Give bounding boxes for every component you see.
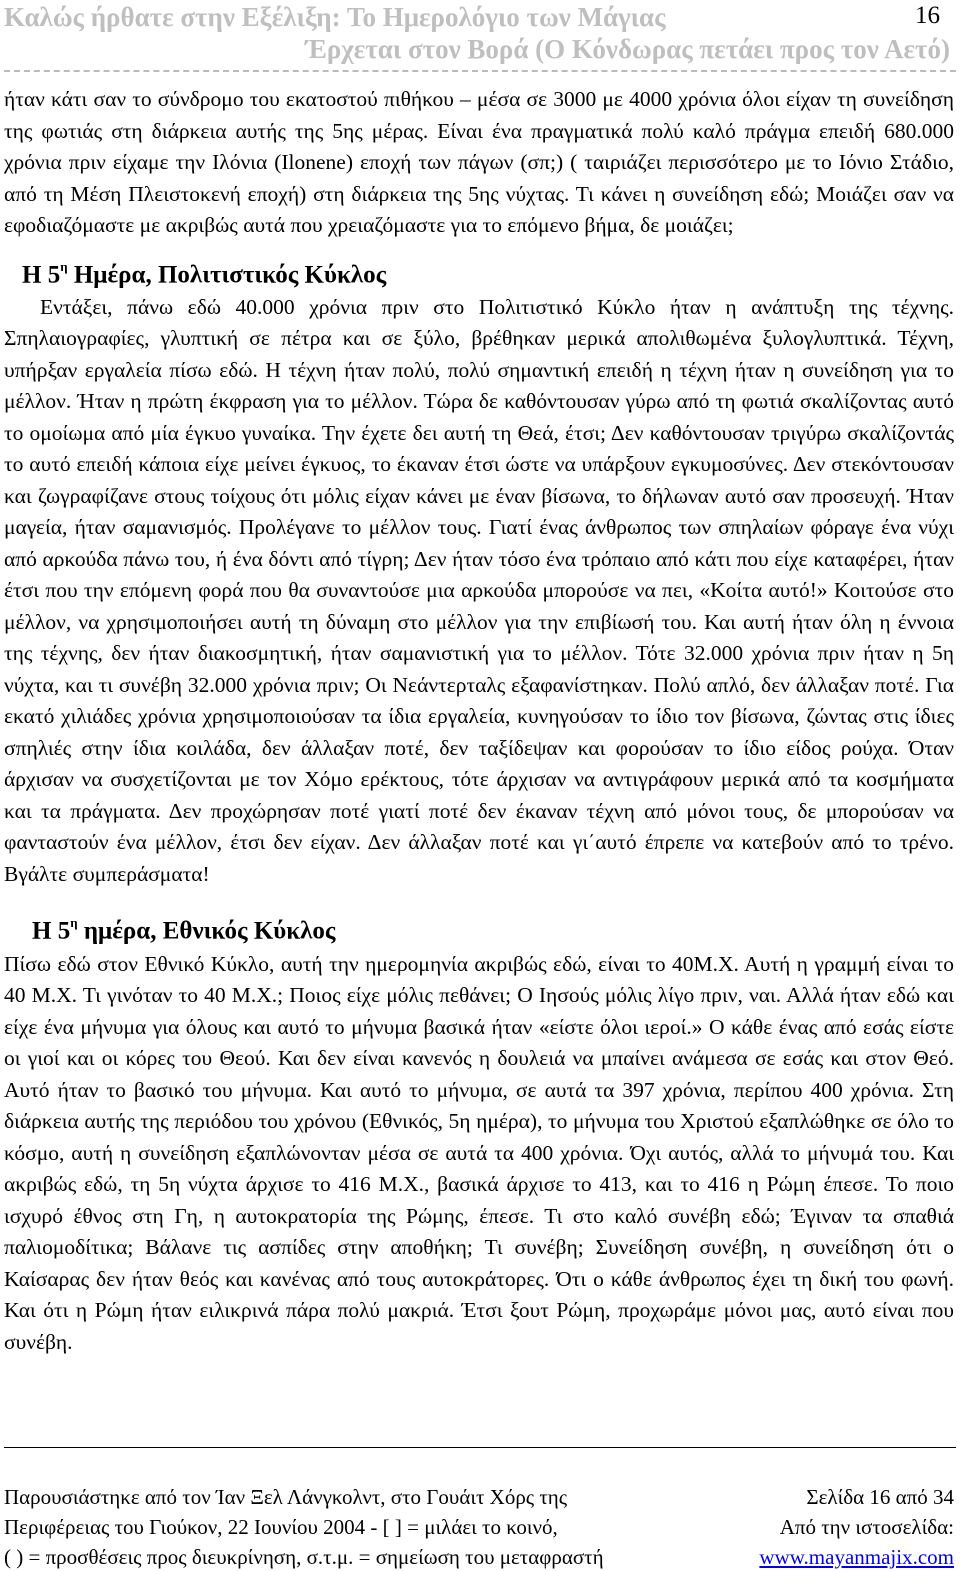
paragraph: Εντάξει, πάνω εδώ 40.000 χρόνια πριν στο Πολιτιστικό Κύκλο ήταν η ανάπτυξη της τέχνης. Σπηλαιογραφίες, γλυπτική σε πέτρα και σε ξύλο, βρέθηκαν μερικά απολιθωμένα ξυλογλυπτικά. Τέχνη, υπήρξαν εργαλεία πίσω εδώ. Η τέχνη ήταν πολύ, πολύ σημαντική επειδή η τέχνη ήταν η συνείδηση για το μέλλον. Ήταν η πρώτη έκφραση για το μέλλον. Τώρα δε καθόντουσαν γύρω από τη φωτιά σκαλίζοντας αυτό το ομοίωμα από μία έγκυο γυναίκα. Την έχετε δει αυτή τη Θεά, έτσι; Δεν καθόντουσαν τριγύρω σκαλίζοντάς το αυτό επειδή κάποια είχε μείνει έγκυος, το έκαναν έτσι ώστε να υπάρξουν εγκυμοσύνες. Δεν στεκόντουσαν και ζωγραφίζανε στους τοίχους ότι μόλις είχαν κάνει με έναν βίσωνα, το δήλωναν αυτό σαν προσευχή. Ήταν μαγεία, ήταν σαμανισμός. Προλέγανε το μέλλον τους. Γιατί ένας άνθρωπος των σπηλαίων φόραγε ένα νύχι από αρκούδα πάνω του, ή ένα δόντι από τίγρη; Δεν ήταν τόσο ένα τρόπαιο από κάτι που είχε καταφέρει, ήταν έτσι που την επόμενη φορά που θα συναντούσε μια αρκούδα μπορούσε να πει, «Κοίτα αυτό!» Κοιτούσε στο μέλλον, να χρησιμοποιήσει αυτή τη δύναμη στο μέλλον για την επιβίωσή του. Και αυτή ήταν όλη η έννοια της τέχνης, δεν ήταν διακοσμητική, ήταν σαμανιστική για το μέλλον. Τότε 32.000 χρόνια πριν ήταν η 5η νύχτα, και τι συνέβη 32.000 χρόνια πριν; Οι Νεάντερταλς εξαφανίστηκαν. Πολύ απλό, δεν άλλαξαν ποτέ. Για εκατό χιλιάδες χρόνια χρησιμοποιούσαν τα ίδια εργαλεία, κυνηγούσαν το ίδιο τον βίσωνα, ζώντας στις ίδιες σπηλιές στην ίδια κοιλάδα, δεν άλλαξαν ποτέ, δεν ταξίδεψαν και φορούσαν το ίδιο είδος ρούχα. Όταν άρχισαν να συσχετίζονται με τον Χόμο ερέκτους, τότε άρχισαν να αντιγράφουν μερικά από τα κοσμήματα και τα πράγματα. Δεν προχώρησαν ποτέ γιατί ποτέ δεν έκαναν τέχνη από μόνοι τους, δε μπορούσαν να φανταστούν ένα μέλλον, έτσι δεν είχαν. Δεν άλλαξαν ποτέ και γι΄αυτό έπρεπε να κατεβούν από το τρένο. Βγάλτε συμπεράσματα! bbox=[4, 294, 954, 886]
document-body bbox=[4, 84, 954, 1358]
section-heading-cultural-cycle bbox=[4, 252, 954, 292]
footer-source-label: Από την ιστοσελίδα: bbox=[779, 1515, 954, 1539]
footer-date-line: Περιφέρειας του Γιούκον, 22 Ιουνίου 2004 - [ ] = μιλάει το κοινό, bbox=[4, 1515, 558, 1539]
section-heading-text: Ημέρα, Πολιτιστικός Κύκλος bbox=[67, 260, 387, 288]
section-heading-prefix: Η 5 bbox=[22, 260, 61, 288]
header-title-line2: Έρχεται στον Βορά (Ο Κόνδωρας πετάει προς τον Αετό) bbox=[305, 34, 950, 64]
footer-website-link[interactable]: www.mayanmajix.com bbox=[759, 1545, 954, 1569]
footer-presenter-line: Παρουσιάστηκε από τον Ίαν Ξελ Λάνγκολντ, στο Γουάιτ Χόρς της bbox=[4, 1485, 568, 1509]
section-heading-national-cycle bbox=[4, 908, 954, 948]
section-heading-text: ημέρα, Εθνικός Κύκλος bbox=[77, 917, 336, 945]
section-heading-prefix: Η 5 bbox=[32, 917, 71, 945]
page-header bbox=[0, 0, 960, 80]
paragraph: Πίσω εδώ στον Εθνικό Κύκλο, αυτή την ημερομηνία ακριβώς εδώ, είναι το 40Μ.Χ. Αυτή η γραμμή είναι το 40 Μ.Χ. Τι γινόταν το 40 Μ.Χ.; Ποιος είχε μόλις πεθάνει; Ο Ιησούς μόλις λίγο πριν, ναι. Αλλά ήταν εδώ και είχε ένα μήνυμα για όλους και αυτό το μήνυμα βασικά ήταν «είστε όλοι ιεροί.» Ο κάθε ένας από εσάς είστε οι γιοί και οι κόρες του Θεού. Και δεν είναι κανενός η δουλειά να μπαίνει ανάμεσα σε εσάς και στον Θεό. Αυτό ήταν το βασικό του μήνυμα. Και αυτό το μήνυμα, σε αυτά τα 397 χρόνια, περίπου 400 χρόνια. Στη διάρκεια αυτής της περιόδου του χρόνου (Εθνικός, 5η ημέρα), το μήνυμα του Χριστού εξαπλώθηκε σε όλο το κόσμο, αυτή η συνείδηση εξαπλώνονταν μέσα σε αυτά τα 400 χρόνια. Όχι αυτός, αλλά το μήνυμά του. Και ακριβώς εδώ, τη 5η νύχτα άρχισε το 416 Μ.Χ., βασικά άρχισε το 413, και το 416 η Ρώμη έπεσε. Το ποιο ισχυρό έθνος στη Γη, η αυτοκρατορία της Ρώμης, έπεσε. Τι στο καλό συνέβη εδώ; Έγιναν τα σπαθιά παλιομοδίτικα; Βάλανε τις ασπίδες στην αποθήκη; Τι συνέβη; Συνείδηση συνέβη, η συνείδηση ότι ο Καίσαρας δεν ήταν θεός και κανένας από τους αυτοκράτορες. Ότι ο κάθε άνθρωπος έχει τη δική του φωνή. Και ότι η Ρώμη ήταν ειλικρινά πάρα πολύ μακριά. Έτσι ξουτ Ρώμη, προχωράμε μόνοι μας, αυτό είναι που συνέβη. bbox=[4, 951, 954, 1354]
footer-page-count: Σελίδα 16 από 34 bbox=[806, 1485, 954, 1509]
section-heading-superscript: η bbox=[70, 915, 78, 931]
header-divider bbox=[4, 70, 956, 72]
footer-legend-line: ( ) = προσθέσεις προς διευκρίνηση, σ.τ.μ. = σημείωση του μεταφραστή bbox=[4, 1545, 604, 1569]
header-title-line1: Καλώς ήρθατε στην Εξέλιξη: Το Ημερολόγιο των Μάγιας bbox=[4, 2, 666, 32]
paragraph: ήταν κάτι σαν το σύνδρομο του εκατοστού πιθήκου – μέσα σε 3000 με 4000 χρόνια όλοι είχαν τη συνείδηση της φωτιάς στη διάρκεια αυτής της 5ης μέρας. Είναι ένα πραγματικά πολύ καλό πράγμα επειδή 680.000 χρόνια πριν είχαμε την Ιλόνια (Ilonene) εποχή των πάγων (σπ;) ( ταιριάζει περισσότερο με το Ιόνιο Στάδιο, από τη Μέση Πλειστοκενή εποχή) στη διάρκεια της 5ης νύχτας. Τι κάνει η συνείδηση εδώ; Μοιάζει σαν να εφοδιαζόμαστε με ακριβώς αυτά που χρειαζόμαστε για το επόμενο βήμα, δε μοιάζει; bbox=[4, 87, 954, 237]
page-number: 16 bbox=[915, 2, 940, 29]
footer-divider bbox=[4, 1447, 956, 1448]
section-heading-superscript: η bbox=[60, 258, 68, 274]
